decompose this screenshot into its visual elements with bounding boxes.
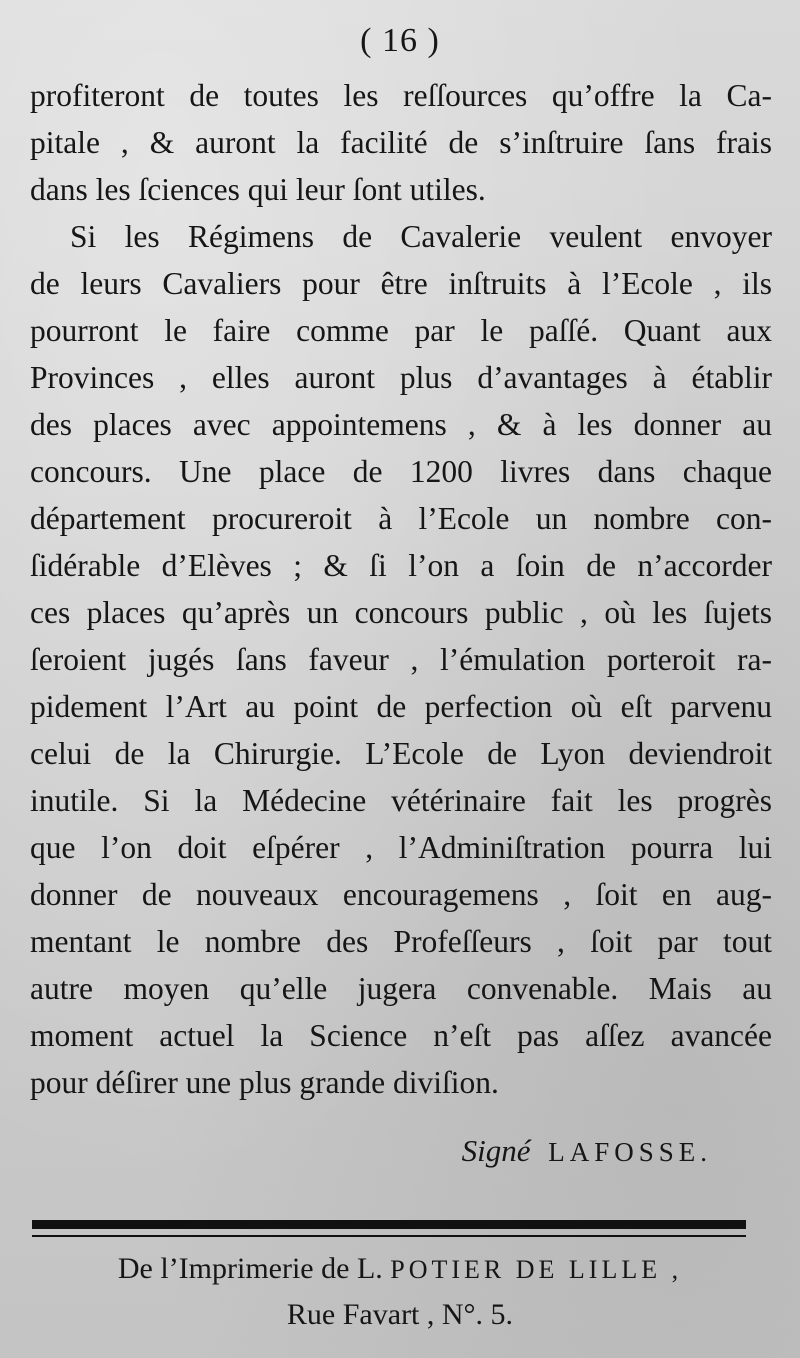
text-line: Provinces , elles auront plus d’avantages à établir <box>30 360 772 395</box>
text-line: de leurs Cavaliers pour être inſtruits à l’Ecole , ils <box>30 266 772 301</box>
text-line: mentant le nombre des Profeſſeurs , ſoit par tout <box>30 924 772 959</box>
text-line: autre moyen qu’elle jugera convenable. Mais au <box>30 971 772 1006</box>
text-line: ces places qu’après un concours public , où les ſujets <box>30 595 772 630</box>
imprint-printer-name: POTIER DE LILLE , <box>390 1255 683 1284</box>
text-line: ſeroient jugés ſans faveur , l’émulation porteroit ra- <box>30 642 772 677</box>
text-line: pitale , & auront la facilité de s’inſtruire ſans frais <box>30 125 772 160</box>
signature <box>462 1133 712 1169</box>
divider-thick <box>32 1220 746 1229</box>
text-line: des places avec appointemens , & à les donner au <box>30 407 772 442</box>
text-line: donner de nouveaux encouragemens , ſoit en aug- <box>30 877 772 912</box>
signature-signe: Signé <box>461 1133 531 1168</box>
text-line: concours. Une place de 1200 livres dans chaque <box>30 454 772 489</box>
text-line: pourront le faire comme par le paſſé. Quant aux <box>30 313 772 348</box>
imprint-prefix: De l’Imprimerie de L. <box>117 1252 383 1285</box>
text-line: pour déſirer une plus grande diviſion. <box>30 1065 499 1100</box>
text-line: profiteront de toutes les reſſources qu’offre la Ca- <box>30 78 772 113</box>
body-text <box>30 72 772 1106</box>
text-line: celui de la Chirurgie. L’Ecole de Lyon deviendroit <box>30 736 772 771</box>
text-line: inutile. Si la Médecine vétérinaire fait les progrès <box>30 783 772 818</box>
text-line: département procureroit à l’Ecole un nombre con- <box>30 501 772 536</box>
text-line: Si les Régimens de Cavalerie veulent envoyer <box>70 219 772 254</box>
text-line: moment actuel la Science n’eſt pas aſſez avancée <box>30 1018 772 1053</box>
text-line: ſidérable d’Elèves ; & ſi l’on a ſoin de n’accorder <box>30 548 772 583</box>
text-line: pidement l’Art au point de perfection où eſt parvenu <box>30 689 772 724</box>
imprint-printer-line <box>0 1252 800 1286</box>
text-line: que l’on doit eſpérer , l’Adminiſtration pourra lui <box>30 830 772 865</box>
imprint-address: Rue Favart , N°. 5. <box>286 1298 514 1331</box>
signature-name: LAFOSSE. <box>548 1137 712 1167</box>
page-number: ( 16 ) <box>360 22 440 59</box>
divider-thin <box>32 1235 746 1237</box>
text-line: dans les ſciences qui leur ſont utiles. <box>30 172 486 207</box>
